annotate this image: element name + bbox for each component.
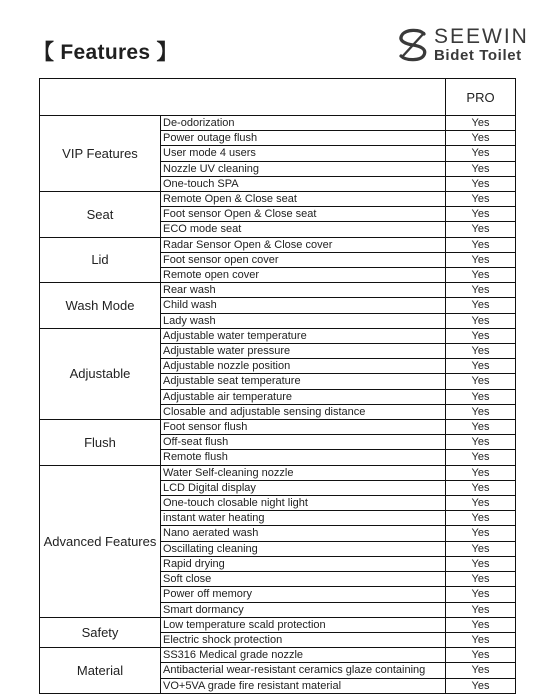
value-cell: Yes: [446, 587, 516, 602]
feature-cell: Remote Open & Close seat: [161, 192, 446, 207]
value-cell: Yes: [446, 328, 516, 343]
table-row: [40, 420, 516, 435]
feature-cell: Soft close: [161, 572, 446, 587]
value-cell: Yes: [446, 435, 516, 450]
feature-cell: Water Self-cleaning nozzle: [161, 465, 446, 480]
table-row: [40, 192, 516, 207]
value-cell: Yes: [446, 511, 516, 526]
value-cell: Yes: [446, 678, 516, 693]
feature-cell: Foot sensor open cover: [161, 252, 446, 267]
feature-cell: Adjustable water pressure: [161, 344, 446, 359]
feature-cell: One-touch SPA: [161, 176, 446, 191]
feature-cell: Nano aerated wash: [161, 526, 446, 541]
value-cell: Yes: [446, 480, 516, 495]
column-header-pro: PRO: [446, 79, 516, 116]
value-cell: Yes: [446, 465, 516, 480]
value-cell: Yes: [446, 313, 516, 328]
category-cell: Wash Mode: [40, 283, 161, 329]
value-cell: Yes: [446, 526, 516, 541]
feature-cell: Closable and adjustable sensing distance: [161, 404, 446, 419]
table-row: [40, 237, 516, 252]
feature-cell: SS316 Medical grade nozzle: [161, 648, 446, 663]
value-cell: Yes: [446, 541, 516, 556]
feature-cell: Adjustable air temperature: [161, 389, 446, 404]
feature-cell: Lady wash: [161, 313, 446, 328]
features-table: [39, 78, 516, 694]
feature-cell: Off-seat flush: [161, 435, 446, 450]
feature-cell: Antibacterial wear-resistant ceramics glaze containing: [161, 663, 446, 678]
feature-cell: Adjustable seat temperature: [161, 374, 446, 389]
value-cell: Yes: [446, 268, 516, 283]
feature-cell: Remote flush: [161, 450, 446, 465]
table-row: [40, 617, 516, 632]
brand-subtitle: Bidet Toilet: [434, 47, 522, 64]
value-cell: Yes: [446, 252, 516, 267]
value-cell: Yes: [446, 344, 516, 359]
feature-cell: ECO mode seat: [161, 222, 446, 237]
feature-cell: LCD Digital display: [161, 480, 446, 495]
value-cell: Yes: [446, 359, 516, 374]
feature-cell: Child wash: [161, 298, 446, 313]
value-cell: Yes: [446, 176, 516, 191]
feature-cell: Power off memory: [161, 587, 446, 602]
value-cell: Yes: [446, 207, 516, 222]
value-cell: Yes: [446, 283, 516, 298]
value-cell: Yes: [446, 663, 516, 678]
value-cell: Yes: [446, 298, 516, 313]
feature-cell: instant water heating: [161, 511, 446, 526]
page-title: 【 Features 】: [33, 41, 178, 64]
value-cell: Yes: [446, 617, 516, 632]
brand-name: SEEWIN: [434, 25, 529, 48]
value-cell: Yes: [446, 450, 516, 465]
feature-cell: User mode 4 users: [161, 146, 446, 161]
seewin-logo-icon: [396, 28, 430, 62]
feature-cell: Foot sensor flush: [161, 420, 446, 435]
features-table-body: [40, 79, 516, 694]
value-cell: Yes: [446, 131, 516, 146]
value-cell: Yes: [446, 222, 516, 237]
category-cell: Material: [40, 648, 161, 694]
feature-cell: Rear wash: [161, 283, 446, 298]
value-cell: Yes: [446, 572, 516, 587]
value-cell: Yes: [446, 161, 516, 176]
category-cell: Seat: [40, 192, 161, 238]
feature-cell: Low temperature scald protection: [161, 617, 446, 632]
value-cell: Yes: [446, 374, 516, 389]
table-row: [40, 116, 516, 131]
table-row: [40, 648, 516, 663]
feature-cell: Adjustable water temperature: [161, 328, 446, 343]
category-cell: Flush: [40, 420, 161, 466]
table-header-row: [40, 79, 516, 116]
brand-logo: [396, 25, 538, 69]
value-cell: Yes: [446, 496, 516, 511]
value-cell: Yes: [446, 648, 516, 663]
value-cell: Yes: [446, 556, 516, 571]
value-cell: Yes: [446, 404, 516, 419]
value-cell: Yes: [446, 146, 516, 161]
feature-cell: De-odorization: [161, 116, 446, 131]
table-row: [40, 465, 516, 480]
value-cell: Yes: [446, 602, 516, 617]
value-cell: Yes: [446, 389, 516, 404]
table-row: [40, 328, 516, 343]
category-cell: Advanced Features: [40, 465, 161, 617]
table-header-blank: [40, 79, 446, 116]
category-cell: Adjustable: [40, 328, 161, 419]
value-cell: Yes: [446, 237, 516, 252]
feature-cell: Power outage flush: [161, 131, 446, 146]
category-cell: VIP Features: [40, 116, 161, 192]
feature-cell: VO+5VA grade fire resistant material: [161, 678, 446, 693]
feature-cell: Smart dormancy: [161, 602, 446, 617]
feature-cell: Foot sensor Open & Close seat: [161, 207, 446, 222]
category-cell: Lid: [40, 237, 161, 283]
feature-cell: Rapid drying: [161, 556, 446, 571]
table-row: [40, 283, 516, 298]
feature-cell: Nozzle UV cleaning: [161, 161, 446, 176]
value-cell: Yes: [446, 192, 516, 207]
feature-cell: Adjustable nozzle position: [161, 359, 446, 374]
category-cell: Safety: [40, 617, 161, 647]
feature-cell: Oscillating cleaning: [161, 541, 446, 556]
feature-cell: Remote open cover: [161, 268, 446, 283]
feature-cell: Electric shock protection: [161, 632, 446, 647]
value-cell: Yes: [446, 420, 516, 435]
feature-cell: One-touch closable night light: [161, 496, 446, 511]
feature-cell: Radar Sensor Open & Close cover: [161, 237, 446, 252]
value-cell: Yes: [446, 632, 516, 647]
value-cell: Yes: [446, 116, 516, 131]
